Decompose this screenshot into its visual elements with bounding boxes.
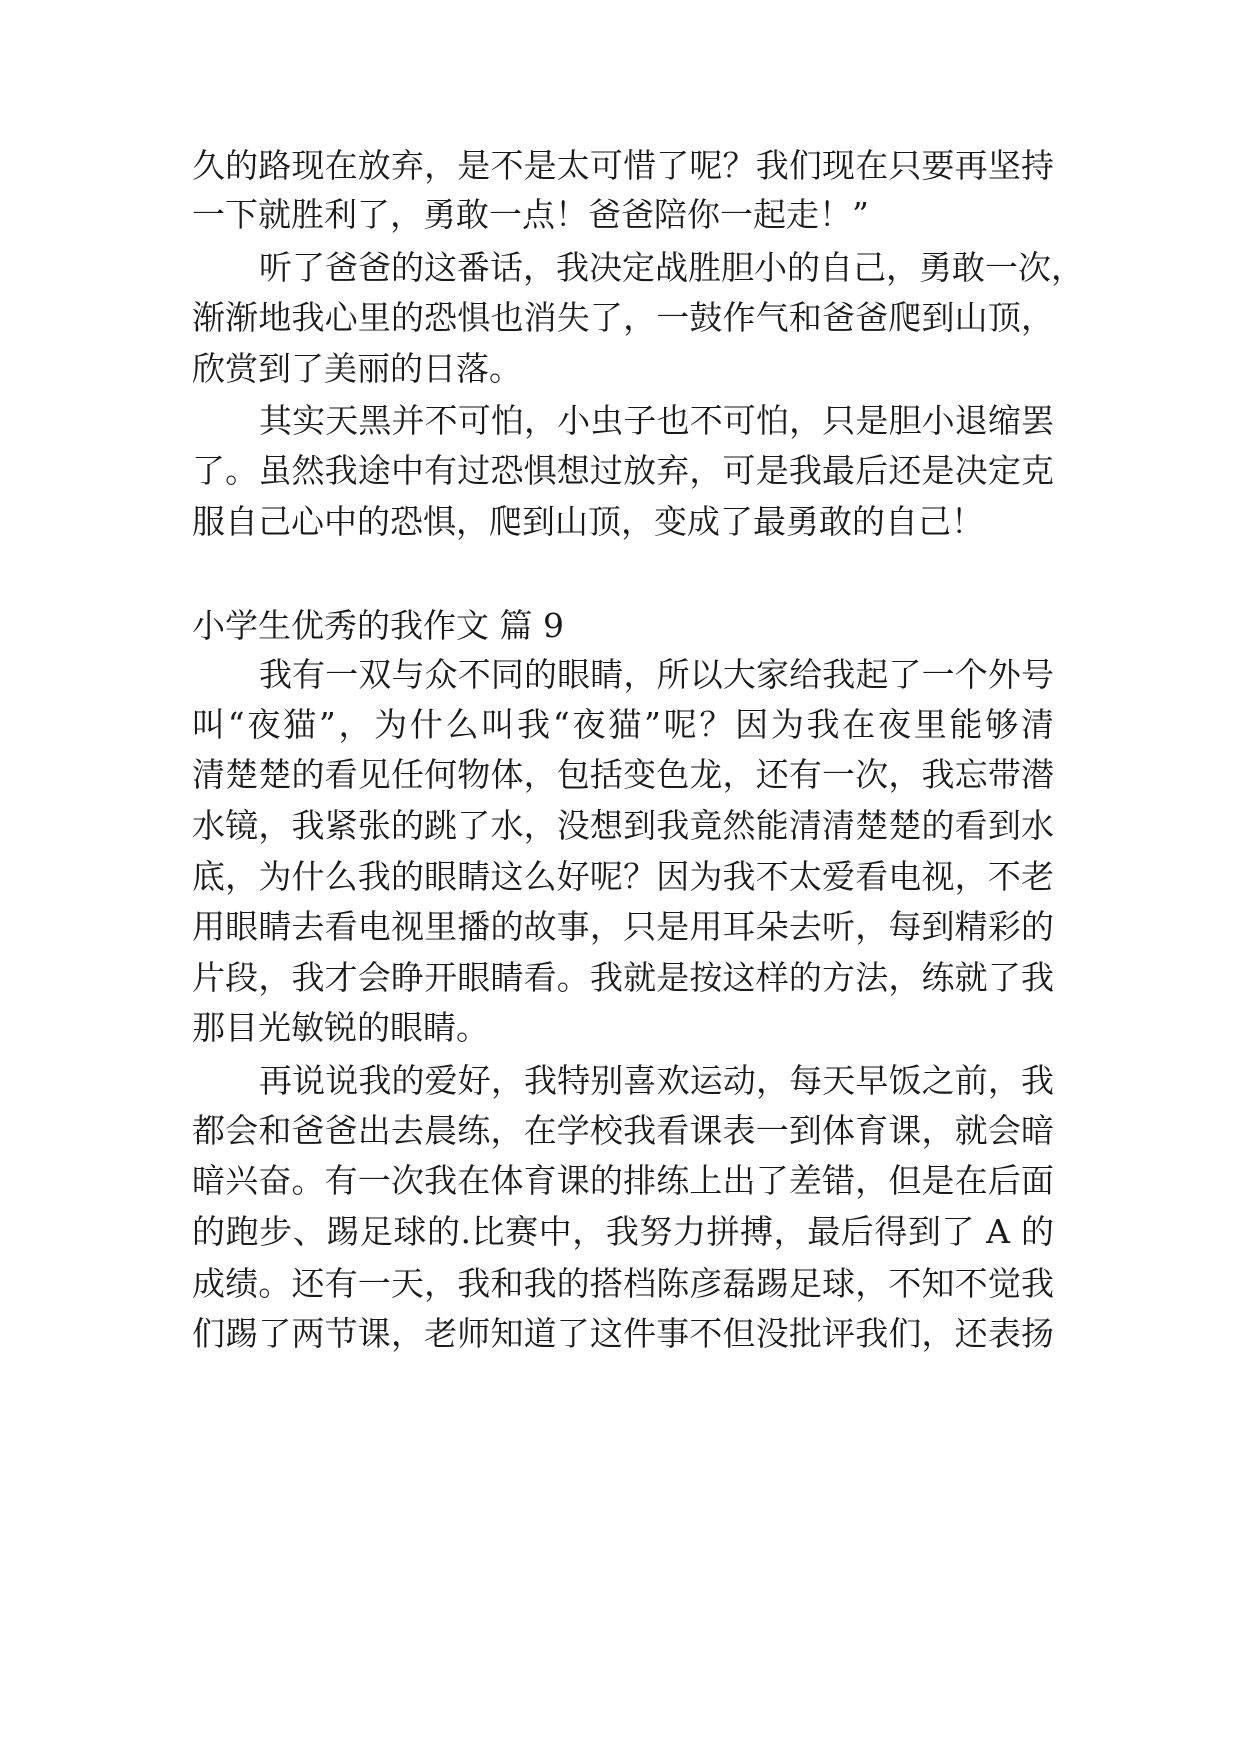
paragraph-first-line: 听了爸爸的这番话，我决定战胜胆小的自己，勇敢一次，: [259, 248, 1084, 287]
text-line: 的跑步、踢足球的.比赛中，我努力拼搏，最后得到了 A 的: [192, 1212, 1054, 1251]
text-line: 清楚楚的看见任何物体，包括变色龙，还有一次，我忘带潜: [192, 755, 1054, 794]
document-page: [192, 0, 1084, 1754]
text-line: 片段，我才会睁开眼睛看。我就是按这样的方法，练就了我: [192, 958, 1054, 997]
paragraph-first-line: 再说说我的爱好，我特别喜欢运动，每天早饭之前，我: [259, 1061, 1054, 1100]
text-line: 一下就胜利了，勇敢一点！爸爸陪你一起走！”: [192, 195, 869, 234]
paragraph-first-line: 其实天黑并不可怕，小虫子也不可怕，只是胆小退缩罢: [259, 401, 1054, 440]
text-line: 成绩。还有一天，我和我的搭档陈彦磊踢足球，不知不觉我: [192, 1264, 1054, 1303]
text-line: 都会和爸爸出去晨练，在学校我看课表一到体育课，就会暗: [192, 1111, 1054, 1150]
text-line: 用眼睛去看电视里播的故事，只是用耳朵去听，每到精彩的: [192, 907, 1054, 946]
text-line: 底，为什么我的眼睛这么好呢？因为我不太爱看电视，不老: [192, 857, 1054, 896]
text-line: 暗兴奋。有一次我在体育课的排练上出了差错，但是在后面: [192, 1161, 1054, 1200]
text-line: 们踢了两节课，老师知道了这件事不但没批评我们，还表扬: [192, 1314, 1054, 1353]
text-line: 水镜，我紧张的跳了水，没想到我竟然能清清楚楚的看到水: [192, 806, 1054, 845]
section-heading: 小学生优秀的我作文 篇 9: [192, 606, 564, 645]
text-line: 服自己心中的恐惧，爬到山顶，变成了最勇敢的自己！: [192, 502, 984, 541]
text-line: 渐渐地我心里的恐惧也消失了，一鼓作气和爸爸爬到山顶，: [192, 298, 1054, 337]
text-line: 了。虽然我途中有过恐惧想过放弃，可是我最后还是决定克: [192, 451, 1054, 490]
paragraph-first-line: 我有一双与众不同的眼睛，所以大家给我起了一个外号: [259, 655, 1054, 694]
text-line: 叫“夜猫”，为什么叫我“夜猫”呢？因为我在夜里能够清: [192, 705, 1054, 744]
text-line: 那目光敏锐的眼睛。: [192, 1008, 489, 1047]
text-line: 欣赏到了美丽的日落。: [192, 349, 522, 388]
text-line: 久的路现在放弃，是不是太可惜了呢？我们现在只要再坚持: [192, 146, 1054, 185]
